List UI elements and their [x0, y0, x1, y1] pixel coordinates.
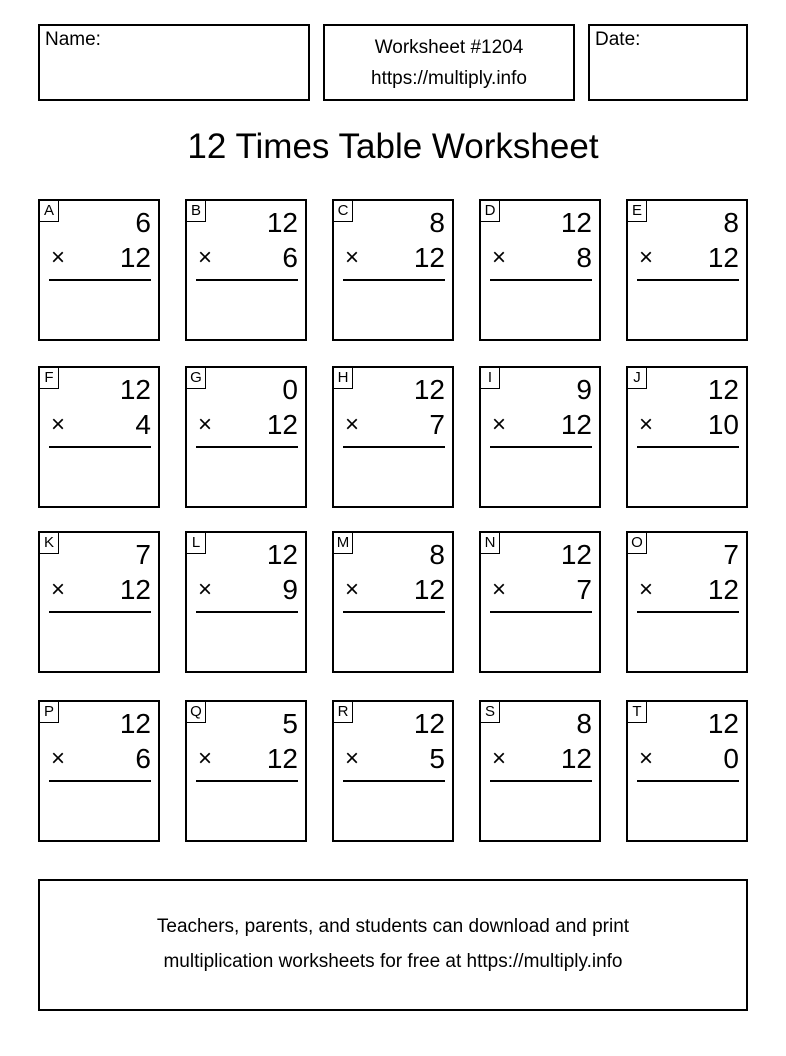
- answer-line: [637, 446, 739, 448]
- multiplier: 12: [266, 743, 298, 774]
- problem-letter: I: [481, 368, 500, 389]
- multiply-sign-icon: ×: [345, 576, 360, 603]
- multiplicand: 12: [266, 207, 298, 238]
- multiply-sign-icon: ×: [492, 244, 507, 271]
- multiplicand: 12: [413, 708, 445, 739]
- answer-line: [490, 611, 592, 613]
- problem-card[interactable]: [332, 366, 454, 508]
- multiplicand: 12: [119, 708, 151, 739]
- page-title: 12 Times Table Worksheet: [187, 127, 599, 166]
- answer-line: [49, 279, 151, 281]
- problem-letter: E: [628, 201, 647, 222]
- multiply-sign-icon: ×: [639, 745, 654, 772]
- multiplicand: 12: [266, 539, 298, 570]
- problem-card[interactable]: [38, 700, 160, 842]
- multiplier: 4: [135, 409, 151, 440]
- problem-card[interactable]: [626, 531, 748, 673]
- problem-card[interactable]: [479, 531, 601, 673]
- multiplier: 12: [707, 574, 739, 605]
- multiplicand: 8: [576, 708, 592, 739]
- answer-line: [343, 780, 445, 782]
- answer-line: [637, 780, 739, 782]
- multiplicand: 12: [413, 374, 445, 405]
- multiplier: 7: [576, 574, 592, 605]
- multiply-sign-icon: ×: [492, 576, 507, 603]
- problem-letter: H: [334, 368, 353, 389]
- multiplicand: 6: [135, 207, 151, 238]
- problem-letter: O: [628, 533, 647, 554]
- multiply-sign-icon: ×: [639, 576, 654, 603]
- multiply-sign-icon: ×: [51, 244, 66, 271]
- multiplicand: 0: [282, 374, 298, 405]
- multiplicand: 12: [707, 708, 739, 739]
- problem-letter: G: [187, 368, 206, 389]
- multiply-sign-icon: ×: [198, 411, 213, 438]
- answer-line: [490, 279, 592, 281]
- answer-line: [490, 780, 592, 782]
- problem-card[interactable]: [185, 199, 307, 341]
- problem-card[interactable]: [626, 199, 748, 341]
- multiplicand: 7: [723, 539, 739, 570]
- answer-line: [343, 279, 445, 281]
- footer-note: [38, 879, 748, 1011]
- multiply-sign-icon: ×: [345, 411, 360, 438]
- problem-card[interactable]: [332, 199, 454, 341]
- problem-letter: J: [628, 368, 647, 389]
- multiplier: 6: [135, 743, 151, 774]
- footer-line-1: Teachers, parents, and students can download and print: [156, 916, 630, 937]
- problem-card[interactable]: [479, 199, 601, 341]
- problem-letter: S: [481, 702, 500, 723]
- multiply-sign-icon: ×: [345, 745, 360, 772]
- multiplier: 5: [429, 743, 445, 774]
- problem-letter: K: [40, 533, 59, 554]
- multiplier: 7: [429, 409, 445, 440]
- answer-line: [490, 446, 592, 448]
- problem-letter: T: [628, 702, 647, 723]
- problem-card[interactable]: [185, 531, 307, 673]
- problem-letter: B: [187, 201, 206, 222]
- problem-letter: L: [187, 533, 206, 554]
- worksheet-number: Worksheet #1204: [374, 37, 524, 58]
- problem-card[interactable]: [38, 366, 160, 508]
- answer-line: [196, 446, 298, 448]
- problem-card[interactable]: [185, 366, 307, 508]
- multiplier: 12: [266, 409, 298, 440]
- worksheet-url: https://multiply.info: [371, 68, 527, 89]
- answer-line: [49, 611, 151, 613]
- answer-line: [343, 611, 445, 613]
- answer-line: [196, 780, 298, 782]
- problem-card[interactable]: [38, 531, 160, 673]
- multiplier: 6: [282, 242, 298, 273]
- multiplicand: 9: [576, 374, 592, 405]
- multiplicand: 8: [429, 539, 445, 570]
- problem-letter: D: [481, 201, 500, 222]
- multiplicand: 12: [707, 374, 739, 405]
- problem-card[interactable]: [626, 700, 748, 842]
- multiplier: 12: [413, 574, 445, 605]
- problem-card[interactable]: [185, 700, 307, 842]
- multiplicand: 8: [429, 207, 445, 238]
- multiplicand: 12: [560, 539, 592, 570]
- problem-letter: A: [40, 201, 59, 222]
- multiplicand: 5: [282, 708, 298, 739]
- multiplicand: 12: [560, 207, 592, 238]
- multiply-sign-icon: ×: [51, 411, 66, 438]
- problem-card[interactable]: [626, 366, 748, 508]
- name-label: Name:: [45, 29, 101, 50]
- date-label: Date:: [595, 29, 641, 50]
- multiplier: 12: [119, 574, 151, 605]
- multiplicand: 8: [723, 207, 739, 238]
- multiply-sign-icon: ×: [198, 745, 213, 772]
- multiplicand: 12: [119, 374, 151, 405]
- problem-card[interactable]: [38, 199, 160, 341]
- problem-letter: N: [481, 533, 500, 554]
- multiplier: 12: [413, 242, 445, 273]
- multiply-sign-icon: ×: [198, 244, 213, 271]
- multiply-sign-icon: ×: [492, 411, 507, 438]
- problem-card[interactable]: [332, 531, 454, 673]
- multiplicand: 7: [135, 539, 151, 570]
- multiplier: 0: [723, 743, 739, 774]
- problem-letter: F: [40, 368, 59, 389]
- problem-letter: Q: [187, 702, 206, 723]
- multiply-sign-icon: ×: [639, 244, 654, 271]
- answer-line: [49, 780, 151, 782]
- answer-line: [49, 446, 151, 448]
- multiplier: 8: [576, 242, 592, 273]
- multiplier: 12: [560, 743, 592, 774]
- answer-line: [196, 611, 298, 613]
- problem-letter: C: [334, 201, 353, 222]
- multiply-sign-icon: ×: [639, 411, 654, 438]
- multiplier: 12: [707, 242, 739, 273]
- footer-line-2: multiplication worksheets for free at https://multiply.info: [163, 951, 623, 972]
- multiplier: 12: [119, 242, 151, 273]
- multiply-sign-icon: ×: [51, 576, 66, 603]
- multiply-sign-icon: ×: [345, 244, 360, 271]
- answer-line: [637, 611, 739, 613]
- multiply-sign-icon: ×: [198, 576, 213, 603]
- problem-card[interactable]: [479, 700, 601, 842]
- multiply-sign-icon: ×: [51, 745, 66, 772]
- multiply-sign-icon: ×: [492, 745, 507, 772]
- problem-letter: R: [334, 702, 353, 723]
- answer-line: [196, 279, 298, 281]
- multiplier: 9: [282, 574, 298, 605]
- problem-card[interactable]: [479, 366, 601, 508]
- answer-line: [343, 446, 445, 448]
- answer-line: [637, 279, 739, 281]
- problem-letter: M: [334, 533, 353, 554]
- problem-letter: P: [40, 702, 59, 723]
- multiplier: 10: [707, 409, 739, 440]
- problem-card[interactable]: [332, 700, 454, 842]
- multiplier: 12: [560, 409, 592, 440]
